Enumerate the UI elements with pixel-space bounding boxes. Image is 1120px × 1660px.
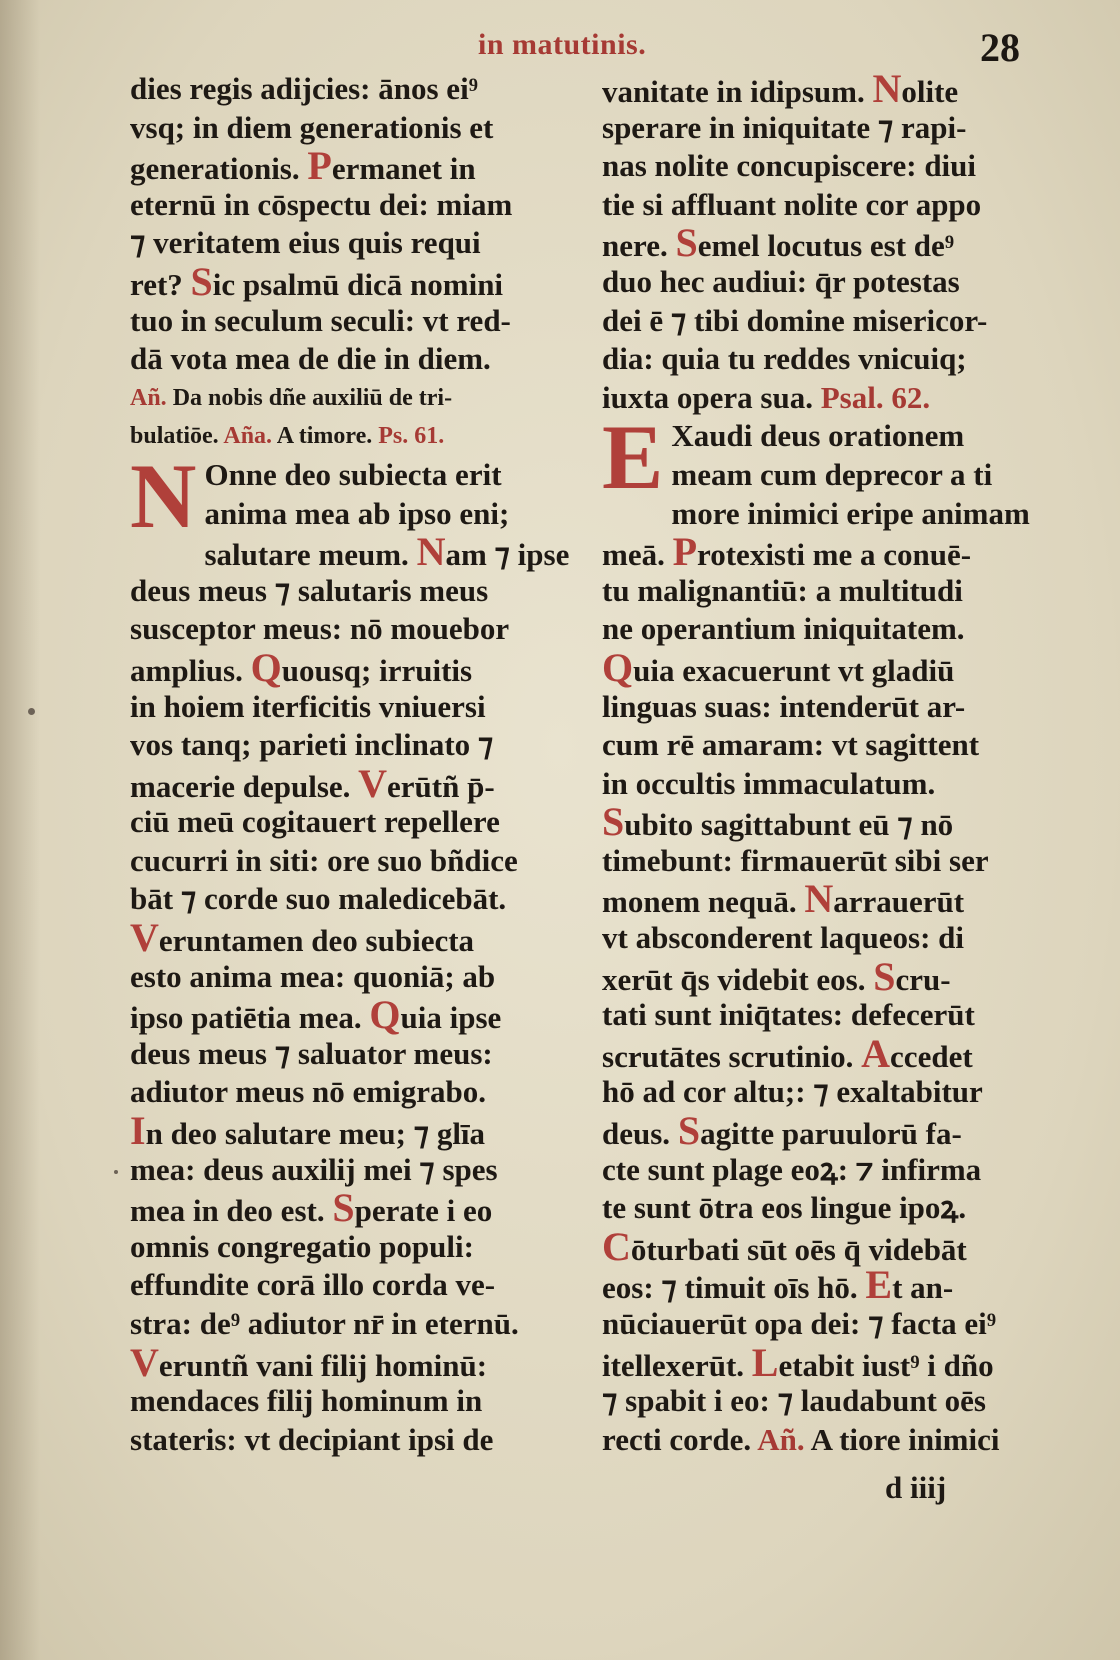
rubricated-initial: S (873, 953, 896, 999)
text-line (130, 880, 570, 919)
line-text: dies regis adijcies: ānos ei⁹ (130, 71, 478, 106)
line-text: erūtñ p̄- (387, 768, 495, 804)
text-line (130, 258, 570, 304)
line-text: A timore. (272, 423, 379, 450)
signature-mark: d iiij (885, 1470, 947, 1505)
text-line (602, 1382, 1052, 1421)
line-text: stateris: vt decipiant ipsi de (130, 1421, 494, 1457)
text-line (602, 688, 1052, 727)
line-text: effundite corā illo corda ve- (130, 1267, 496, 1303)
rubricated-initial: V (130, 915, 159, 961)
line-text: susceptor meus: nō mouebor (130, 611, 510, 647)
running-title: in matutinis. (478, 28, 647, 61)
text-line (130, 1339, 570, 1385)
text-line (130, 760, 570, 806)
text-line (130, 992, 570, 1038)
line-text: am ⁊ ipse (445, 537, 570, 573)
line-text: bāt ⁊ corde suo maledicebāt. (130, 881, 507, 917)
line-text: recti corde. (602, 1421, 758, 1457)
text-line (130, 340, 570, 379)
line-text: cte sunt plage eoꝝ: ⁊ infirma (602, 1151, 982, 1187)
left-text-column (130, 70, 570, 1459)
line-text: hō ad cor altu;: ⁊ exaltabitur (602, 1074, 983, 1110)
line-text: amplius. (130, 652, 251, 688)
line-text: ciū meū cogitauert repellere (130, 804, 500, 840)
line-text: duo hec audiui: q̄r potestas (602, 263, 960, 299)
line-text: mendaces filij hominum in (130, 1383, 483, 1419)
line-text: tati sunt iniq̄tates: defecerūt (602, 997, 975, 1033)
line-text: vt absconderent laqueos: di (602, 920, 964, 956)
line-text: vanitate in idipsum. (602, 74, 873, 109)
text-line (602, 220, 1052, 266)
right-text-column (602, 66, 1052, 1459)
line-text: more inimici eripe animam (671, 495, 1030, 531)
text-line (602, 66, 1052, 111)
line-text: olite (901, 74, 959, 109)
line-text: ccedet (890, 1038, 973, 1074)
text-line (602, 379, 1052, 418)
line-text: meam cum deprecor a ti (671, 456, 993, 492)
line-text: perate i eo (354, 1193, 493, 1229)
line-text: itellexerūt. (602, 1347, 752, 1383)
rubricated-initial: E (865, 1262, 893, 1308)
text-line (130, 143, 570, 189)
text-line (602, 644, 1052, 690)
rubric-marker: Añ. (757, 1421, 805, 1457)
line-text: tie si affluant nolite cor appo (602, 186, 982, 222)
line-text: macerie depulse. (130, 768, 359, 804)
text-line (130, 379, 570, 418)
line-text: sperare in iniquitate ⁊ rapi- (602, 109, 967, 145)
line-text: tu malignantiū: a multitudi (602, 572, 963, 608)
text-line (602, 1262, 1052, 1308)
text-line (602, 919, 1052, 958)
rubricated-initial: V (358, 760, 388, 806)
text-line (602, 1073, 1052, 1112)
line-text: nas nolite concupiscere: diui (602, 148, 977, 184)
line-text: eternū in cōspectu dei: miam (130, 186, 513, 222)
text-line (602, 456, 1052, 495)
text-line (130, 1228, 570, 1267)
rubricated-initial: S (332, 1185, 355, 1231)
line-text: Da nobis dñe auxiliū de tri- (166, 384, 453, 411)
line-text: eruntñ vani filij hominū: (158, 1347, 488, 1383)
line-text: vos tanq; parieti inclinato ⁊ (130, 727, 494, 763)
line-text: Xaudi deus orationem (671, 418, 965, 454)
line-text: ⁊ veritatem eius quis requi (130, 225, 481, 261)
rubricated-initial: I (130, 1108, 146, 1154)
text-line (602, 1151, 1052, 1190)
line-text: generationis. (130, 151, 308, 187)
line-text: monem nequā. (602, 884, 805, 920)
text-line (130, 1151, 570, 1190)
line-text: xerūt q̄s videbit eos. (602, 961, 874, 997)
text-line (602, 302, 1052, 341)
line-text: te sunt ōtra eos lingue ipoꝝ. (602, 1190, 967, 1226)
line-text: t an- (892, 1270, 954, 1306)
text-line (130, 1185, 570, 1231)
line-text: tuo in seculum seculi: vt red- (130, 302, 511, 338)
line-text: deus. (602, 1116, 678, 1152)
text-line (602, 842, 1052, 881)
text-line (130, 186, 570, 225)
line-text: ipso patiētia mea. (130, 1000, 370, 1036)
rubricated-initial: V (130, 1339, 159, 1385)
line-text: emel locutus est de⁹ (697, 228, 955, 264)
rubricated-initial: S (677, 1108, 701, 1154)
text-line (130, 1108, 570, 1154)
rubricated-initial: P (307, 143, 332, 189)
line-text: in hoiem iterficitis vniuersi (130, 688, 486, 724)
line-text: ōturbati sūt oēs q̄ videbāt (630, 1231, 967, 1267)
line-text: cru- (895, 961, 951, 997)
line-text: ic psalmū dicā nomini (212, 266, 504, 302)
text-line (602, 1421, 1052, 1460)
line-text: ret? (130, 266, 191, 302)
text-line (602, 529, 1052, 575)
text-line (130, 958, 570, 997)
gutter-shadow (0, 0, 40, 1660)
text-line (130, 70, 570, 109)
text-line (130, 224, 570, 263)
text-line (130, 726, 570, 765)
text-line (130, 688, 570, 727)
line-text: mea in deo est. (130, 1193, 333, 1229)
line-text: uousq; irruitis (281, 652, 473, 688)
text-line (602, 799, 1052, 845)
line-text: omnis congregatio populi: (130, 1228, 474, 1264)
line-text: deus meus ⁊ saluator meus: (130, 1035, 493, 1071)
rubric-marker: Añ. (130, 384, 167, 411)
rubricated-initial: N (804, 876, 834, 922)
text-line (130, 529, 570, 575)
line-text: eruntamen deo subiecta (158, 923, 475, 959)
line-text: A tiore inimici (804, 1421, 1000, 1457)
text-line (602, 572, 1052, 611)
line-text: linguas suas: intenderūt ar- (602, 688, 966, 724)
rubric-marker: Aña. (223, 423, 273, 450)
text-line (602, 1030, 1052, 1076)
rubricated-initial: N (872, 66, 902, 111)
line-text: nere. (602, 228, 676, 264)
line-text: Onne deo subiecta erit (204, 456, 502, 492)
text-line (130, 302, 570, 341)
line-text: meā. (602, 537, 673, 573)
line-text: adiutor meus nō emigrabo. (130, 1074, 486, 1110)
text-line (602, 1223, 1052, 1269)
text-line (130, 572, 570, 611)
line-text: n deo salutare meu; ⁊ glīa (145, 1116, 486, 1152)
text-line (130, 109, 570, 148)
line-text: cucurri in siti: ore suo bñdice (130, 842, 518, 878)
rubricated-initial: A (861, 1030, 891, 1076)
text-line (130, 1421, 570, 1460)
text-line (602, 186, 1052, 225)
decorated-initial: E (602, 406, 664, 509)
rubricated-initial: Q (250, 644, 282, 690)
text-line (602, 996, 1052, 1035)
line-text: ermanet in (331, 151, 476, 187)
rubric-marker: Psal. 62. (820, 379, 931, 415)
line-text: ⁊ spabit i eo: ⁊ laudabunt oēs (602, 1383, 986, 1419)
line-text: in occultis immaculatum. (602, 765, 936, 801)
paper-speck (114, 1170, 118, 1174)
text-line (130, 610, 570, 649)
line-text: nūciauerūt opa dei: ⁊ facta ei⁹ (602, 1306, 997, 1341)
rubricated-initial: P (672, 529, 698, 575)
line-text: dā vota mea de die in diem. (130, 341, 491, 377)
line-text: scrutātes scrutinio. (602, 1038, 862, 1074)
text-line (130, 417, 570, 456)
line-text: ne operantium iniquitatem. (602, 611, 965, 647)
text-line (602, 876, 1052, 922)
text-line (130, 1382, 570, 1421)
line-text: uia exacuerunt vt gladiū (633, 652, 955, 688)
text-line (130, 842, 570, 881)
text-line (602, 263, 1052, 302)
text-line (602, 953, 1052, 999)
decorated-initial: N (130, 444, 197, 547)
text-line (602, 147, 1052, 186)
line-text: uia ipse (400, 1000, 502, 1036)
rubricated-initial: Q (602, 644, 634, 690)
text-line (130, 803, 570, 842)
rubricated-initial: N (416, 529, 446, 575)
text-line (602, 1339, 1052, 1385)
line-text: cum rē amaram: vt sagittent (602, 727, 980, 763)
text-line (130, 1035, 570, 1074)
text-line (602, 765, 1052, 804)
line-text: vsq; in diem generationis et (130, 109, 494, 145)
text-line (602, 340, 1052, 379)
line-text: eos: ⁊ timuit oīs hō. (602, 1270, 866, 1306)
text-line (130, 915, 570, 961)
rubricated-initial: L (751, 1339, 779, 1385)
folio-number: 28 (980, 25, 1020, 70)
text-line (130, 1305, 570, 1344)
line-text: salutare meum. (204, 537, 417, 573)
line-text: rotexisti me a conuē- (697, 537, 972, 573)
rubricated-initial: S (190, 258, 213, 304)
text-line (602, 610, 1052, 649)
text-line (602, 495, 1052, 534)
line-text: mea: deus auxilij mei ⁊ spes (130, 1151, 498, 1187)
text-line (130, 644, 570, 690)
rubricated-initial: S (602, 799, 625, 845)
line-text: esto anima mea: quoniā; ab (130, 958, 496, 994)
rubricated-initial: Q (369, 992, 401, 1038)
line-text: agitte paruulorū fa- (700, 1116, 962, 1152)
line-text: stra: de⁹ adiutor nr̄ in eternū. (130, 1306, 519, 1341)
line-text: iuxta opera sua. (602, 379, 821, 415)
line-text: timebunt: firmauerūt sibi ser (602, 842, 989, 878)
paper-speck (28, 708, 35, 715)
rubricated-initial: C (602, 1223, 631, 1269)
line-text: deus meus ⁊ salutaris meus (130, 572, 489, 608)
text-line (602, 726, 1052, 765)
line-text: anima mea ab ipso eni; (204, 495, 510, 531)
line-text: dei ē ⁊ tibi domine misericor- (602, 302, 988, 338)
line-text: bulatiōe. (130, 423, 224, 450)
text-line (602, 109, 1052, 148)
text-line (602, 1305, 1052, 1344)
psalm-rubric: Ps. 61. (378, 423, 445, 450)
text-line (130, 1266, 570, 1305)
line-text: ubito sagittabunt eū ⁊ nō (624, 807, 954, 843)
rubricated-initial: S (675, 220, 698, 266)
text-line (130, 1073, 570, 1112)
text-line (602, 1189, 1052, 1228)
line-text: etabit iust⁹ i dño (778, 1347, 994, 1383)
line-text: arrauerūt (833, 884, 965, 920)
text-line (602, 1108, 1052, 1154)
line-text: dia: quia tu reddes vnicuiq; (602, 341, 967, 377)
